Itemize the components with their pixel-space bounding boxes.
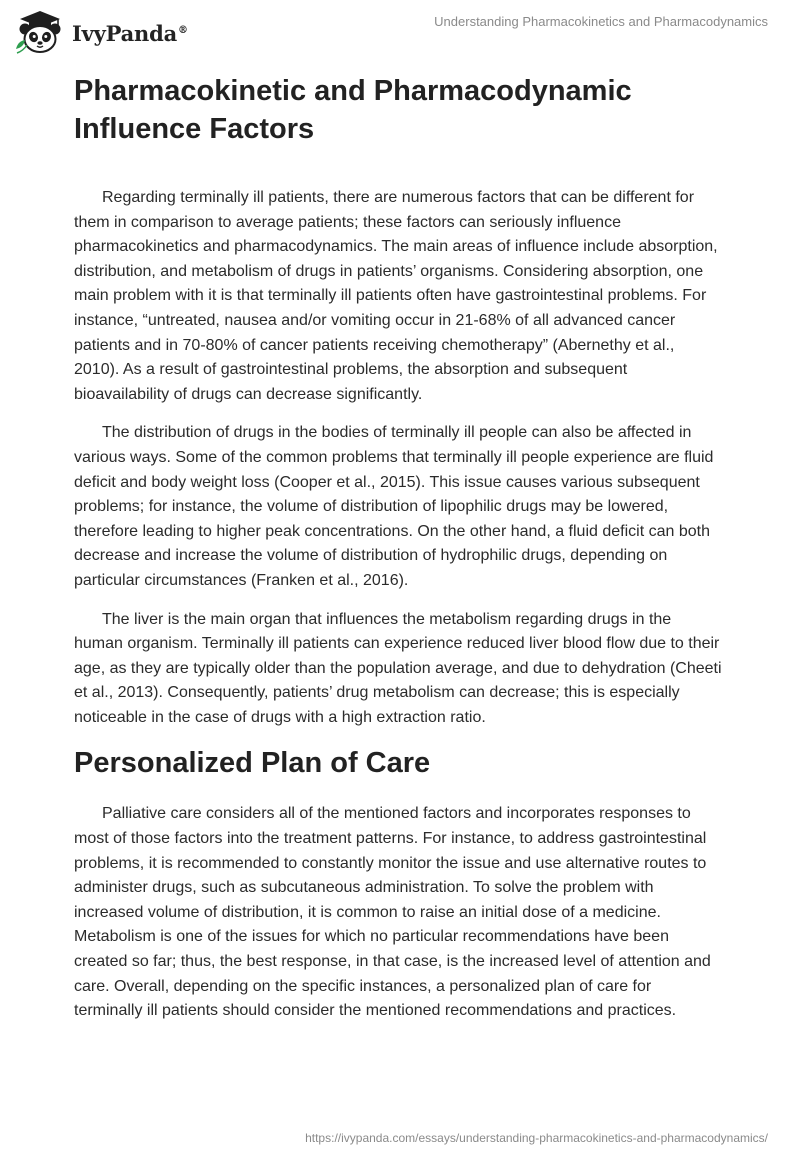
paragraph: Palliative care considers all of the mentioned factors and incorporates responses to most of those factors into the treatment patterns. For instance, to address gastrointestinal problems, it is recommended to constantly monitor the issue and use alternative routes to administer drugs, such as subcutaneous administration. To solve the problem with increased volume of distribution, it is common to raise an initial dose of a medicine. Metabolism is one of the issues for which no particular recommendations have been created so far; thus, the best response, in that case, is the increased level of attention and care. Overall, depending on the specific instances, a personalized plan of care for terminally ill patients should consider the mentioned recommendations and practices. [74,805,711,1020]
section-heading-influence-factors: Pharmacokinetic and Pharmacodynamic Influence Factors [74,75,632,145]
document-title: Understanding Pharmacokinetics and Pharmacodynamics [434,14,768,29]
essay-content [74,72,724,1038]
registered-mark: ® [178,24,188,36]
ivypanda-logo[interactable] [14,9,188,55]
section-heading-plan-of-care: Personalized Plan of Care [74,747,431,780]
paragraph: The distribution of drugs in the bodies of terminally ill people can also be affected in various ways. Some of the common problems that terminally ill people experience are fluid deficit and body weight loss (Cooper et al., 2015). This issue causes various subsequent problems; for instance, the volume of distribution of lipophilic drugs may be lowered, therefore leading to higher peak concentrations. On the other hand, a fluid deficit can both decrease and increase the volume of distribution of hydrophilic drugs, depending on particular circumstances (Franken et al., 2016). [74,424,714,589]
paragraph: The liver is the main organ that influences the metabolism regarding drugs in the human organism. Terminally ill patients can experience reduced liver blood flow due to their age, as they are typically older than the population average, and due to dehydration (Cheeti et al., 2013). Consequently, patients’ drug metabolism can decrease; this is especially noticeable in the case of drugs with a high extraction ratio. [74,610,722,726]
source-url-link[interactable]: https://ivypanda.com/essays/understanding-pharmacokinetics-and-pharmacodynamics/ [305,1131,768,1145]
logo-wordmark [72,21,188,46]
paragraph: Regarding terminally ill patients, there are numerous factors that can be different for them in comparison to average patients; these factors can seriously influence pharmacokinetics and pharmacodynamics. The main areas of influence include absorption, distribution, and metabolism of drugs in patients’ organisms. Considering absorption, one main problem with it is that terminally ill patients often have gastrointestinal problems. For instance, “untreated, nausea and/or vomiting occur in 21-68% of all advanced cancer patients and in 70-80% of cancer patients receiving chemotherapy” (Abernethy et al., 2010). As a result of gastrointestinal problems, the absorption and subsequent bioavailability of drugs can decrease significantly. [74,189,718,403]
panda-logo-icon [14,9,66,55]
logo-text: IvyPanda [72,20,178,46]
page-header [0,0,800,64]
